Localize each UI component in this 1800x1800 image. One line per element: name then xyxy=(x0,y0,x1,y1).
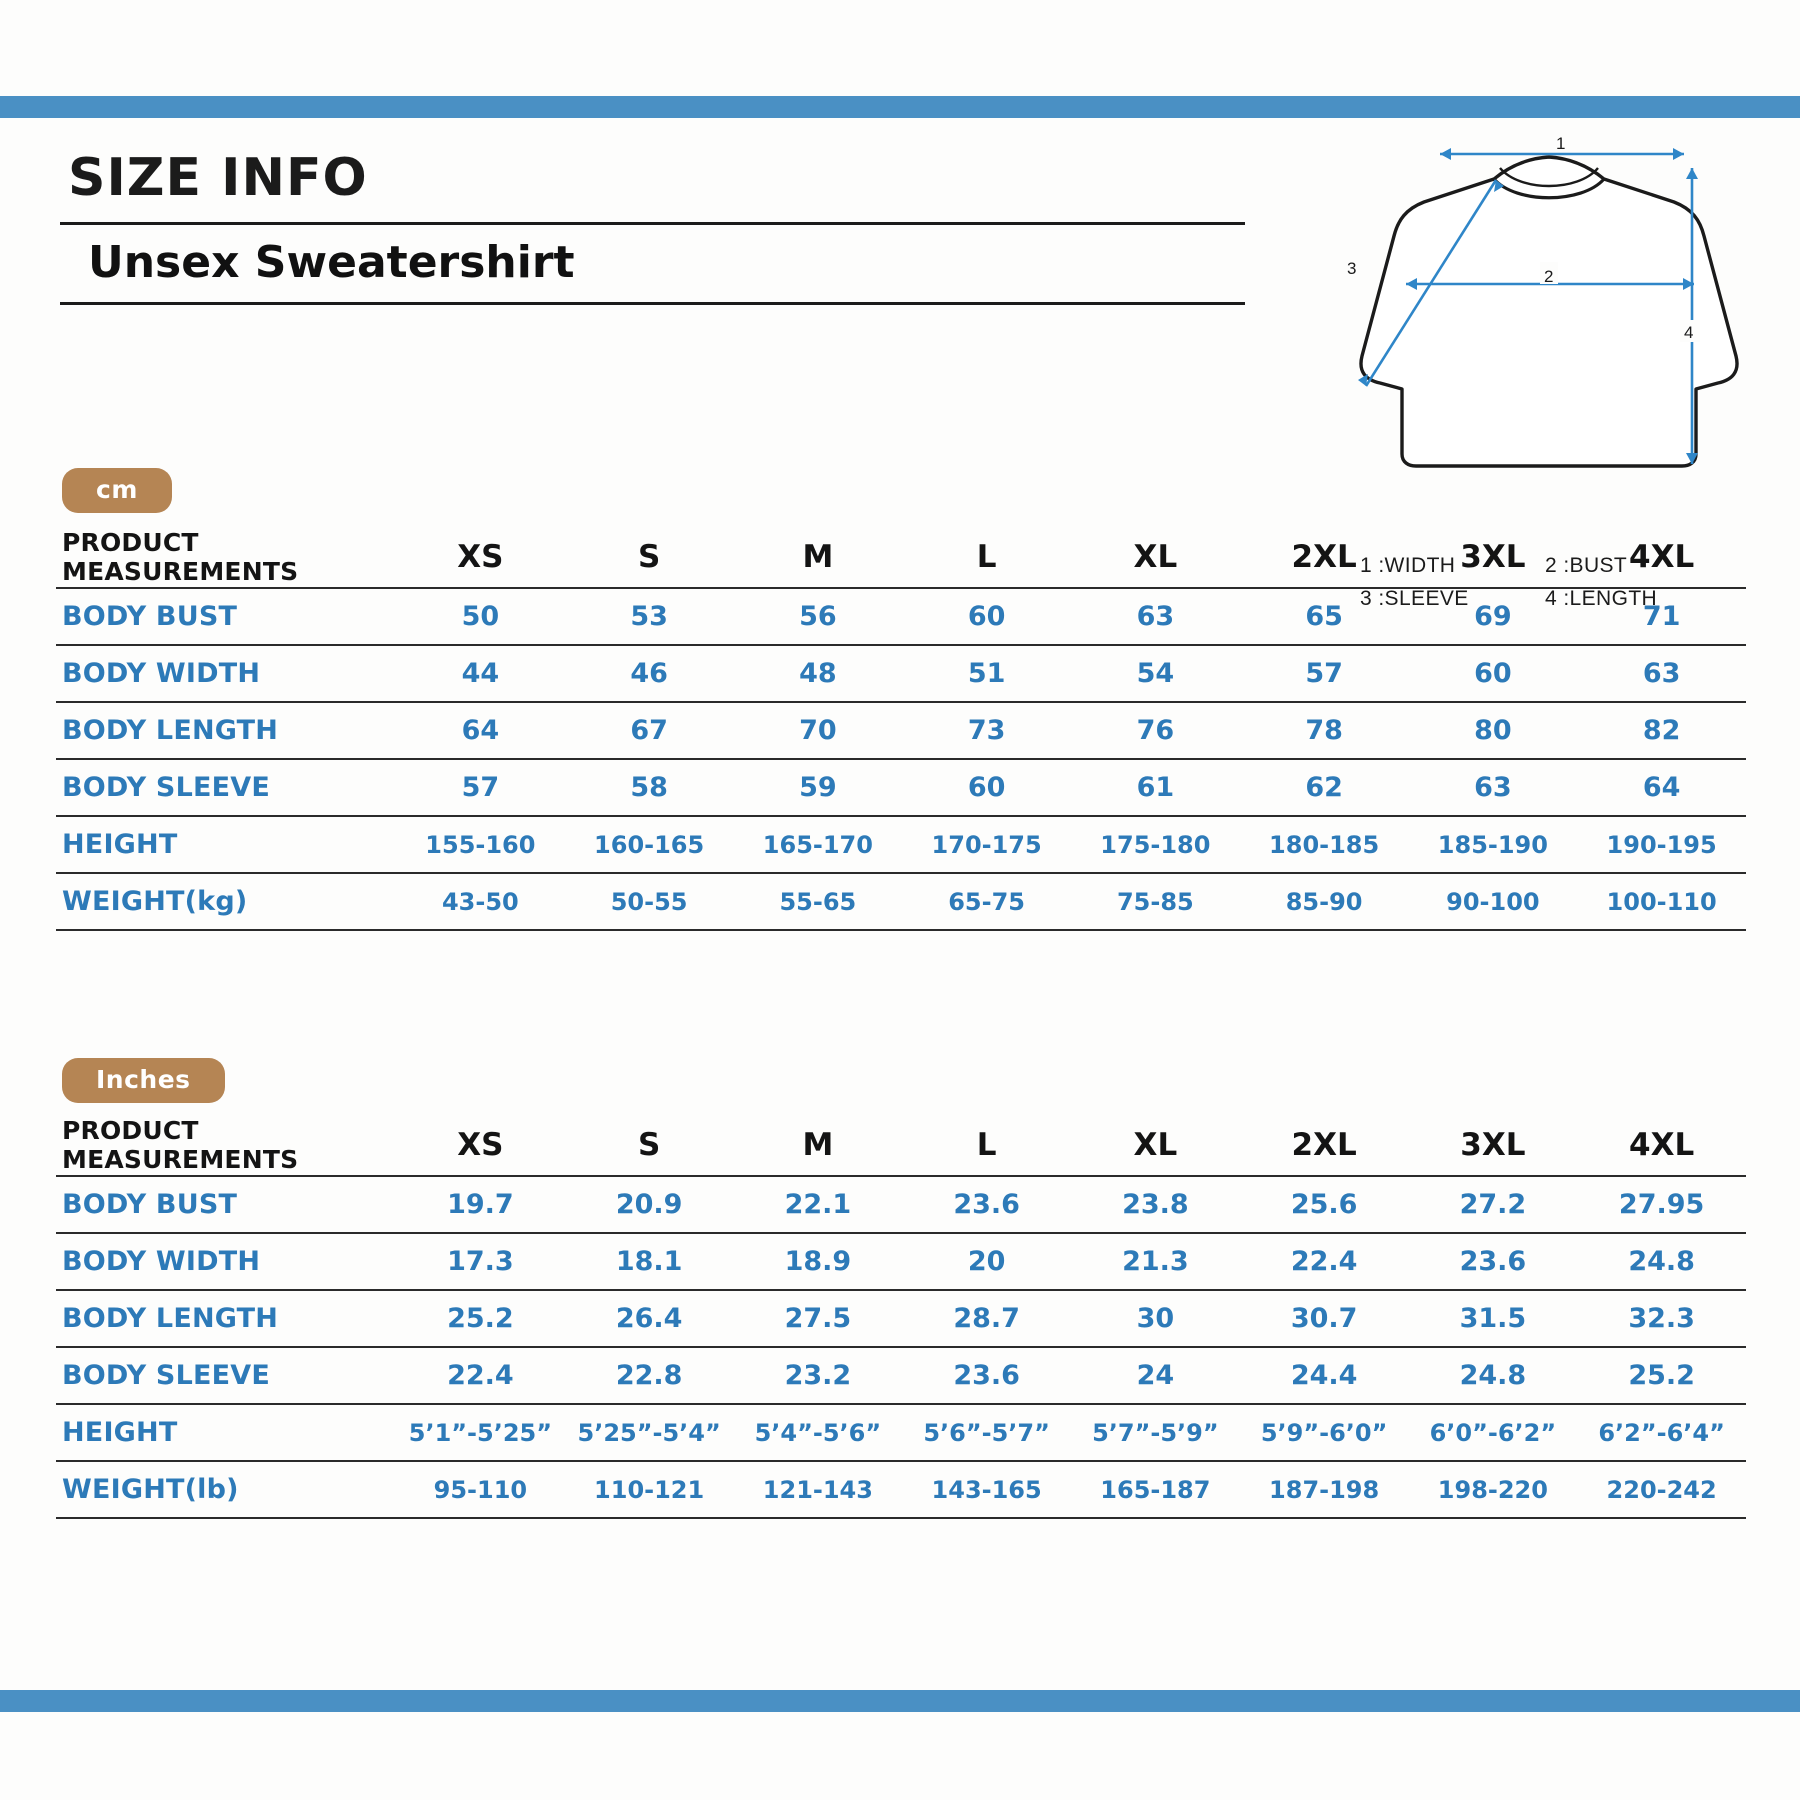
cell-body-length-3xl-cm: 80 xyxy=(1409,702,1578,759)
row-label-weight-lb: WEIGHT(lb) xyxy=(56,1461,396,1518)
cell-body-width-m-inches: 18.9 xyxy=(734,1233,903,1290)
cell-body-bust-4xl-inches: 27.95 xyxy=(1577,1176,1746,1233)
cell-body-bust-s-inches: 20.9 xyxy=(565,1176,734,1233)
cell-body-sleeve-3xl-inches: 24.8 xyxy=(1409,1347,1578,1404)
cell-weight-l-lb: 143-165 xyxy=(902,1461,1071,1518)
header-size-m-inches: M xyxy=(734,1114,903,1176)
cell-body-sleeve-4xl-inches: 25.2 xyxy=(1577,1347,1746,1404)
cell-height-m-cm: 165-170 xyxy=(734,816,903,873)
row-label-height-cm: HEIGHT xyxy=(56,816,396,873)
cell-body-length-2xl-inches: 30.7 xyxy=(1240,1290,1409,1347)
header-size-4xl-cm: 4XL xyxy=(1577,526,1746,588)
unit-badge-inches: Inches xyxy=(62,1058,225,1103)
header-size-4xl-inches: 4XL xyxy=(1577,1114,1746,1176)
cell-body-bust-3xl-inches: 27.2 xyxy=(1409,1176,1578,1233)
cell-height-2xl-inches: 5’9”-6’0” xyxy=(1240,1404,1409,1461)
header-size-2xl-cm: 2XL xyxy=(1240,526,1409,588)
cell-height-s-inches: 5’25”-5’4” xyxy=(565,1404,734,1461)
header-size-l-cm: L xyxy=(902,526,1071,588)
cell-weight-2xl-kg: 85-90 xyxy=(1240,873,1409,930)
marker-2: 2 xyxy=(1544,267,1554,286)
cell-body-width-3xl-inches: 23.6 xyxy=(1409,1233,1578,1290)
cell-body-sleeve-xl-cm: 61 xyxy=(1071,759,1240,816)
cell-weight-s-kg: 50-55 xyxy=(565,873,734,930)
cell-body-sleeve-l-cm: 60 xyxy=(902,759,1071,816)
cell-body-bust-4xl-cm: 71 xyxy=(1577,588,1746,645)
cell-body-bust-m-cm: 56 xyxy=(734,588,903,645)
row-label-body-bust-inches: BODY BUST xyxy=(56,1176,396,1233)
cell-height-xs-cm: 155-160 xyxy=(396,816,565,873)
row-label-body-width-cm: BODY WIDTH xyxy=(56,645,396,702)
cell-body-sleeve-s-inches: 22.8 xyxy=(565,1347,734,1404)
cell-body-width-xs-cm: 44 xyxy=(396,645,565,702)
cell-height-4xl-inches: 6’2”-6’4” xyxy=(1577,1404,1746,1461)
row-label-body-bust-cm: BODY BUST xyxy=(56,588,396,645)
cell-body-sleeve-l-inches: 23.6 xyxy=(902,1347,1071,1404)
table-row xyxy=(56,1461,1746,1518)
cell-body-length-3xl-inches: 31.5 xyxy=(1409,1290,1578,1347)
page-title: SIZE INFO xyxy=(68,148,368,208)
row-label-body-length-inches: BODY LENGTH xyxy=(56,1290,396,1347)
garment-diagram xyxy=(1344,124,1764,504)
header-size-3xl-cm: 3XL xyxy=(1409,526,1578,588)
cell-body-sleeve-xs-cm: 57 xyxy=(396,759,565,816)
size-table-inches xyxy=(56,1114,1746,1519)
cell-body-width-3xl-cm: 60 xyxy=(1409,645,1578,702)
cell-weight-l-kg: 65-75 xyxy=(902,873,1071,930)
header-product-measurements-cm: PRODUCT MEASUREMENTS xyxy=(56,526,396,588)
cell-height-l-inches: 5’6”-5’7” xyxy=(902,1404,1071,1461)
cell-weight-xs-lb: 95-110 xyxy=(396,1461,565,1518)
table-row xyxy=(56,759,1746,816)
table-row xyxy=(56,645,1746,702)
table-row xyxy=(56,816,1746,873)
cell-body-sleeve-4xl-cm: 64 xyxy=(1577,759,1746,816)
cell-body-length-xl-inches: 30 xyxy=(1071,1290,1240,1347)
cell-weight-m-kg: 55-65 xyxy=(734,873,903,930)
cell-body-width-xs-inches: 17.3 xyxy=(396,1233,565,1290)
row-label-body-width-inches: BODY WIDTH xyxy=(56,1233,396,1290)
cell-body-bust-m-inches: 22.1 xyxy=(734,1176,903,1233)
marker-1: 1 xyxy=(1556,134,1566,153)
marker-4: 4 xyxy=(1684,323,1694,342)
cell-body-sleeve-2xl-cm: 62 xyxy=(1240,759,1409,816)
cell-height-xs-inches: 5’1”-5’25” xyxy=(396,1404,565,1461)
cell-weight-3xl-lb: 198-220 xyxy=(1409,1461,1578,1518)
unit-badge-inches-wrap xyxy=(62,1058,225,1103)
cell-body-width-l-cm: 51 xyxy=(902,645,1071,702)
header-size-m-cm: M xyxy=(734,526,903,588)
cell-body-width-2xl-cm: 57 xyxy=(1240,645,1409,702)
product-subtitle: Unsex Sweatershirt xyxy=(88,237,575,288)
cell-body-bust-xl-cm: 63 xyxy=(1071,588,1240,645)
cell-body-sleeve-2xl-inches: 24.4 xyxy=(1240,1347,1409,1404)
legend-item-width: 1 :WIDTH xyxy=(1360,554,1456,577)
cell-weight-4xl-lb: 220-242 xyxy=(1577,1461,1746,1518)
cell-body-width-2xl-inches: 22.4 xyxy=(1240,1233,1409,1290)
table-row xyxy=(56,1233,1746,1290)
cell-body-sleeve-xl-inches: 24 xyxy=(1071,1347,1240,1404)
header-size-3xl-inches: 3XL xyxy=(1409,1114,1578,1176)
cell-height-l-cm: 170-175 xyxy=(902,816,1071,873)
cell-body-sleeve-s-cm: 58 xyxy=(565,759,734,816)
cell-body-sleeve-m-cm: 59 xyxy=(734,759,903,816)
cell-height-3xl-inches: 6’0”-6’2” xyxy=(1409,1404,1578,1461)
cell-body-sleeve-xs-inches: 22.4 xyxy=(396,1347,565,1404)
title-divider-top xyxy=(60,222,1245,225)
cell-body-bust-xs-cm: 50 xyxy=(396,588,565,645)
cell-body-length-s-inches: 26.4 xyxy=(565,1290,734,1347)
cell-body-bust-3xl-cm: 69 xyxy=(1409,588,1578,645)
cell-weight-xl-lb: 165-187 xyxy=(1071,1461,1240,1518)
unit-badge-cm: cm xyxy=(62,468,172,513)
cell-height-3xl-cm: 185-190 xyxy=(1409,816,1578,873)
header-size-l-inches: L xyxy=(902,1114,1071,1176)
cell-height-m-inches: 5’4”-5’6” xyxy=(734,1404,903,1461)
table-row xyxy=(56,1176,1746,1233)
cell-body-length-4xl-cm: 82 xyxy=(1577,702,1746,759)
row-label-body-sleeve-inches: BODY SLEEVE xyxy=(56,1347,396,1404)
cell-body-length-2xl-cm: 78 xyxy=(1240,702,1409,759)
cell-body-length-4xl-inches: 32.3 xyxy=(1577,1290,1746,1347)
header-product-measurements-inches: PRODUCT MEASUREMENTS xyxy=(56,1114,396,1176)
table-row xyxy=(56,873,1746,930)
cell-weight-xl-kg: 75-85 xyxy=(1071,873,1240,930)
header-size-xl-inches: XL xyxy=(1071,1114,1240,1176)
header-size-xs-cm: XS xyxy=(396,526,565,588)
bottom-accent-band xyxy=(0,1690,1800,1712)
cell-height-2xl-cm: 180-185 xyxy=(1240,816,1409,873)
header-size-xl-cm: XL xyxy=(1071,526,1240,588)
cell-body-bust-2xl-inches: 25.6 xyxy=(1240,1176,1409,1233)
row-label-body-sleeve-cm: BODY SLEEVE xyxy=(56,759,396,816)
cell-height-s-cm: 160-165 xyxy=(565,816,734,873)
cell-body-bust-xs-inches: 19.7 xyxy=(396,1176,565,1233)
cell-body-length-s-cm: 67 xyxy=(565,702,734,759)
size-table-cm xyxy=(56,526,1746,931)
header-size-s-inches: S xyxy=(565,1114,734,1176)
cell-body-sleeve-m-inches: 23.2 xyxy=(734,1347,903,1404)
cell-weight-3xl-kg: 90-100 xyxy=(1409,873,1578,930)
top-accent-band xyxy=(0,96,1800,118)
marker-3: 3 xyxy=(1347,259,1357,278)
sweatshirt-illustration-icon xyxy=(1344,124,1764,504)
cell-body-width-l-inches: 20 xyxy=(902,1233,1071,1290)
chart-sheet xyxy=(0,118,1800,1690)
title-divider-bottom xyxy=(60,302,1245,305)
cell-body-width-4xl-cm: 63 xyxy=(1577,645,1746,702)
header-size-2xl-inches: 2XL xyxy=(1240,1114,1409,1176)
cell-height-xl-cm: 175-180 xyxy=(1071,816,1240,873)
cell-weight-2xl-lb: 187-198 xyxy=(1240,1461,1409,1518)
cell-body-bust-2xl-cm: 65 xyxy=(1240,588,1409,645)
cell-body-length-m-cm: 70 xyxy=(734,702,903,759)
table-header-row-cm xyxy=(56,526,1746,588)
legend-item-length: 4 :LENGTH xyxy=(1545,586,1658,610)
table-header-row-inches xyxy=(56,1114,1746,1176)
cell-body-width-4xl-inches: 24.8 xyxy=(1577,1233,1746,1290)
cell-body-bust-l-cm: 60 xyxy=(902,588,1071,645)
cell-height-4xl-cm: 190-195 xyxy=(1577,816,1746,873)
cell-body-width-s-inches: 18.1 xyxy=(565,1233,734,1290)
row-label-weight-kg: WEIGHT(kg) xyxy=(56,873,396,930)
row-label-body-length-cm: BODY LENGTH xyxy=(56,702,396,759)
cell-body-bust-l-inches: 23.6 xyxy=(902,1176,1071,1233)
table-row xyxy=(56,1347,1746,1404)
legend-item-bust: 2 :BUST xyxy=(1545,554,1628,577)
cell-body-bust-xl-inches: 23.8 xyxy=(1071,1176,1240,1233)
cell-body-width-m-cm: 48 xyxy=(734,645,903,702)
cell-body-length-l-inches: 28.7 xyxy=(902,1290,1071,1347)
header-size-xs-inches: XS xyxy=(396,1114,565,1176)
unit-badge-cm-wrap xyxy=(62,468,172,513)
cell-weight-s-lb: 110-121 xyxy=(565,1461,734,1518)
header-size-s-cm: S xyxy=(565,526,734,588)
cell-body-width-s-cm: 46 xyxy=(565,645,734,702)
cell-body-length-xs-cm: 64 xyxy=(396,702,565,759)
cell-body-width-xl-cm: 54 xyxy=(1071,645,1240,702)
table-row xyxy=(56,1404,1746,1461)
cell-body-length-xl-cm: 76 xyxy=(1071,702,1240,759)
cell-body-width-xl-inches: 21.3 xyxy=(1071,1233,1240,1290)
table-row xyxy=(56,702,1746,759)
cell-weight-4xl-kg: 100-110 xyxy=(1577,873,1746,930)
header xyxy=(60,148,1250,305)
legend-item-sleeve: 3 :SLEEVE xyxy=(1360,586,1469,610)
cell-weight-xs-kg: 43-50 xyxy=(396,873,565,930)
table-row xyxy=(56,588,1746,645)
cell-height-xl-inches: 5’7”-5’9” xyxy=(1071,1404,1240,1461)
table-row xyxy=(56,1290,1746,1347)
row-label-height-inches: HEIGHT xyxy=(56,1404,396,1461)
cell-weight-m-lb: 121-143 xyxy=(734,1461,903,1518)
cell-body-length-m-inches: 27.5 xyxy=(734,1290,903,1347)
cell-body-length-xs-inches: 25.2 xyxy=(396,1290,565,1347)
cell-body-length-l-cm: 73 xyxy=(902,702,1071,759)
cell-body-bust-s-cm: 53 xyxy=(565,588,734,645)
cell-body-sleeve-3xl-cm: 63 xyxy=(1409,759,1578,816)
